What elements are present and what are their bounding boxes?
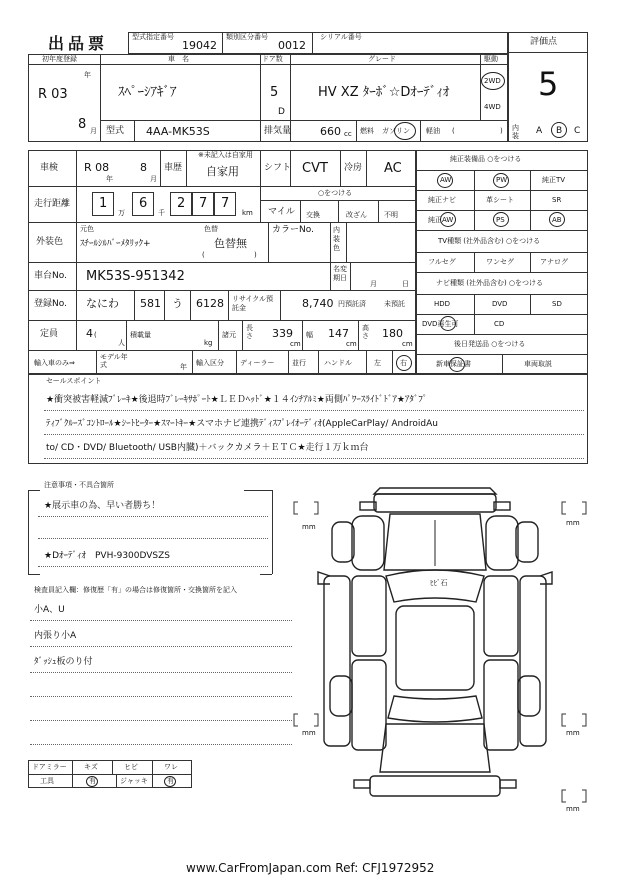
mile-label: マイル: [268, 207, 295, 217]
mm-rear-right: mm: [566, 729, 580, 737]
first-reg-month-unit: 月: [90, 127, 97, 135]
mileage-digit-5: 7: [221, 196, 230, 211]
legend-tools: 工具: [40, 777, 54, 785]
interior-b-circle: [551, 122, 567, 138]
ac-label: 冷房: [344, 163, 363, 173]
mileage-digit-1: 1: [99, 196, 108, 211]
equip-aw: AW: [440, 176, 452, 184]
length-unit: cm: [290, 340, 301, 348]
capacity-value: 4: [86, 327, 93, 340]
first-reg-era: R 03: [38, 87, 68, 102]
model-label: 型式: [106, 126, 125, 136]
first-reg-label: 初年度登録: [42, 55, 77, 63]
tv-title: TV種類 (社外品含む) ○をつける: [438, 237, 541, 245]
doors-sub: D: [278, 107, 285, 117]
interior-label: 内装: [512, 124, 519, 140]
mileage-digit-3: 2: [177, 196, 186, 211]
legend-jack-have: 有: [167, 777, 174, 785]
import-label: 輸入車のみ⇒: [34, 359, 75, 367]
inspector-line-1: 小A、U: [34, 605, 65, 615]
colorno-label: カラーNo.: [272, 225, 314, 235]
notes-line-2: ★Dｵｰﾃﾞｨｵ PVH-9300DVSZS: [44, 551, 171, 561]
drive-label: 駆動: [484, 55, 498, 63]
length-value: 339: [272, 327, 293, 340]
car-name-value: ｽﾍﾟｰｼｱｷﾞｱ: [118, 85, 177, 100]
equip-genuine-aw: 純正AW: [428, 216, 454, 224]
footer-ref: www.CarFromJapan.com Ref: CFJ1972952: [186, 861, 435, 875]
score-label: 評価点: [530, 37, 558, 47]
navi-cd: CD: [494, 320, 505, 328]
length-label: 長さ: [246, 324, 253, 340]
reg-label: 登録No.: [34, 299, 67, 309]
shaken-era: R 08: [84, 161, 110, 174]
interior-a: A: [536, 126, 543, 136]
notes-label: 注意事項・不具合箇所: [44, 481, 114, 489]
left-label: 左: [374, 359, 381, 367]
unknown-label: 不明: [384, 211, 398, 219]
shift-value: CVT: [302, 161, 328, 176]
sen-unit: 千: [158, 209, 165, 217]
change-label: 色替: [204, 225, 218, 233]
interior-c: C: [574, 126, 581, 136]
recycle-unit: 円預託済: [338, 300, 366, 308]
name-change-label: 名変期日: [333, 265, 347, 282]
navi-dvd-play: DVD再生可: [422, 320, 459, 328]
navi-sd: SD: [552, 300, 562, 308]
category-value: 0012: [278, 39, 306, 52]
first-reg-month: 8: [78, 117, 87, 132]
equip-ab: AB: [552, 216, 562, 224]
sales-line-3: to/ CD・DVD/ Bluetooth/ USB内臓)＋バックカメラ＋ＥＴＣ★走行１万ｋｍ台: [46, 443, 369, 453]
sales-line-1: ★衝突被害軽減ﾌﾞﾚｰｷ★後退時ﾌﾞﾚｰｷｻﾎﾟｰﾄ★ＬＥＤﾍｯﾄﾞ★１４ｲﾝﾁｱﾙﾐ★両側ﾊﾟﾜｰｽﾗｲﾄﾞﾄﾞｱ★ｱﾀﾞﾌﾟ: [46, 395, 428, 405]
navi-dvd-play-circle: [440, 316, 456, 331]
tamper-label: 改ざん: [346, 211, 367, 219]
fuel-label: 燃料: [360, 127, 374, 135]
displacement-label: 排気量: [264, 126, 292, 136]
car-damage-diagram: [290, 480, 590, 820]
height-unit: cm: [402, 340, 413, 348]
chassis-value: MK53S-951342: [86, 269, 185, 284]
name-change-day: 日: [402, 280, 409, 288]
navi-title: ナビ種類 (社外品含む) ○をつける: [436, 279, 544, 287]
legend-tools-have: 有: [89, 777, 96, 785]
shaken-year-unit: 年: [106, 175, 113, 183]
use-label: 車歴: [164, 163, 183, 173]
handle-label: ハンドル: [324, 359, 352, 367]
shift-label: シフト: [264, 163, 292, 173]
mm-rear-left: mm: [302, 729, 316, 737]
recycle-label: リサイクル預託金: [232, 295, 274, 312]
reg-plate: 6128: [196, 297, 224, 310]
equip-pw: PW: [496, 176, 508, 184]
inspector-line-2: 内張り小A: [34, 631, 77, 641]
drive-2wd: 2WD: [484, 77, 501, 85]
score-value: 5: [538, 65, 559, 103]
shaken-month-unit: 月: [150, 175, 157, 183]
notes-line-1: ★展示車の為、早い者勝ち！: [44, 501, 161, 511]
docs-warranty: 新車保証書: [436, 360, 471, 368]
sales-line-2: ﾃｨﾌﾞｸﾙｰｽﾞｺﾝﾄﾛｰﾙ★ｼｰﾄﾋｰﾀｰ★ｽﾏｰﾄｷｰ★スマホナビ連携ﾃﾞｨｽﾌﾟﾚｲｵｰﾃﾞｨｵ(AppleCarPlay/ AndroidAu: [46, 419, 438, 429]
width-value: 147: [328, 327, 349, 340]
shaken-month: 8: [140, 161, 147, 174]
equip-genuine-navi: 純正ナビ: [428, 196, 456, 204]
doors-value: 5: [270, 85, 279, 100]
stone-chip-label: ﾋﾋﾞ石: [430, 579, 448, 587]
circle-note: ○をつける: [318, 189, 353, 197]
man-unit: 万: [118, 209, 125, 217]
model-year-label: モデル年式: [100, 353, 128, 369]
orig-color-label: 元色: [80, 225, 94, 233]
legend-jack: ジャッキ: [120, 777, 148, 785]
legend-break: ワレ: [164, 763, 178, 771]
model-cert-label: 型式指定番号: [132, 33, 174, 41]
kerosene-label: 軽油: [426, 127, 440, 135]
equip-ps-circle: [493, 212, 509, 227]
tv-fullseg: フルセグ: [428, 258, 456, 266]
serial-label: シリアル番号: [320, 33, 362, 41]
grade-text: HV XZ ﾀｰﾎﾞ☆Dｵｰﾃﾞｨｵ: [318, 85, 450, 100]
import-type-label: 輸入区分: [196, 359, 224, 367]
model-value: 4AA-MK53S: [146, 125, 210, 138]
equip-ps: PS: [496, 216, 505, 224]
mileage-label: 走行距離: [34, 199, 71, 209]
use-note: ※未記入は自家用: [198, 151, 253, 159]
mm-extra: mm: [566, 805, 580, 813]
reg-city: なにわ: [86, 297, 119, 310]
interior-color-label: 内装色: [333, 226, 340, 252]
equip-sr: SR: [552, 196, 562, 204]
recycle-unpaid: 未預託: [384, 300, 405, 308]
fuel-value: ガソリン: [382, 127, 410, 135]
sales-label: セールスポイント: [46, 377, 102, 385]
orig-color-value: ｽﾁｰﾙｼﾙﾊﾞｰﾒﾀﾘｯｸ+: [80, 239, 151, 249]
sheet-title: 出品票: [48, 34, 109, 53]
drive-4wd: 4WD: [484, 103, 501, 111]
width-unit: cm: [346, 340, 357, 348]
height-label: 高さ: [362, 324, 369, 340]
doors-label: ドア数: [262, 55, 283, 63]
height-value: 180: [382, 327, 403, 340]
capacity-label: 定員: [40, 329, 59, 339]
displacement-unit: cc: [344, 130, 352, 138]
model-cert-value: 19042: [182, 39, 217, 52]
docs-manual: 車両取説: [524, 360, 552, 368]
shaken-label: 車検: [40, 163, 59, 173]
equip-leather: 革シート: [486, 196, 514, 204]
name-change-month: 月: [370, 280, 377, 288]
first-reg-year-unit: 年: [84, 71, 91, 79]
inspector-label: 検査員記入欄：修復歴「有」の場合は修復箇所・交換箇所を記入: [34, 586, 237, 594]
equip-genuine-aw-circle: [440, 212, 456, 227]
parallel-label: 並行: [292, 359, 306, 367]
capacity-unit: 人: [118, 339, 125, 347]
import-year-unit: 年: [180, 363, 187, 371]
category-label: 類別区分番号: [226, 33, 268, 41]
load-unit: kg: [204, 339, 213, 347]
equip-genuine-tv: 純正TV: [542, 176, 566, 184]
mileage-digit-2: 6: [139, 196, 148, 211]
right-circle: [396, 355, 412, 371]
equip-pw-circle: [493, 173, 509, 188]
legend-scratch: キズ: [84, 763, 98, 771]
dealer-label: ディーラー: [240, 359, 275, 367]
tv-analog: アナログ: [540, 258, 568, 266]
navi-dvd: DVD: [492, 300, 508, 308]
right-label: 右: [400, 359, 407, 367]
equip-aw-circle: [437, 173, 453, 188]
load-label: 積載量: [130, 331, 151, 339]
inspector-line-3: ﾀﾞｯｼｭ板のり付: [34, 657, 93, 667]
grade-col-label: グレード: [368, 55, 396, 63]
equip-ab-circle: [549, 212, 565, 227]
tv-oneseg: ワンセグ: [486, 258, 514, 266]
fuel-circle: [394, 122, 416, 140]
docs-title: 後日発送品 ○をつける: [454, 340, 526, 348]
car-name-label: 車 名: [168, 55, 189, 63]
mm-front-left: mm: [302, 523, 316, 531]
color-label: 外装色: [36, 237, 64, 247]
mileage-digit-4: 7: [199, 196, 208, 211]
reg-num: 581: [140, 297, 161, 310]
drive-2wd-circle: [481, 72, 505, 90]
interior-b: B: [556, 126, 563, 136]
reg-kana: う: [172, 297, 183, 310]
swap-label: 交換: [306, 211, 320, 219]
change-value: 色替無: [214, 237, 247, 250]
width-label: 幅: [306, 331, 313, 339]
legend-mirror: ドアミラー: [32, 763, 67, 771]
km-unit: km: [242, 209, 253, 217]
navi-hdd: HDD: [434, 300, 451, 308]
genuine-title: 純正装備品 ○をつける: [450, 155, 522, 163]
recycle-value: 8,740: [302, 297, 334, 310]
mm-front-right: mm: [566, 519, 580, 527]
chassis-label: 車台No.: [34, 271, 67, 281]
displacement-value: 660: [320, 125, 341, 138]
docs-warranty-circle: [449, 357, 465, 372]
ac-value: AC: [384, 161, 402, 176]
legend-crack: ヒビ: [124, 763, 138, 771]
use-value: 自家用: [206, 165, 239, 178]
dim-label: 諸元: [222, 331, 236, 339]
